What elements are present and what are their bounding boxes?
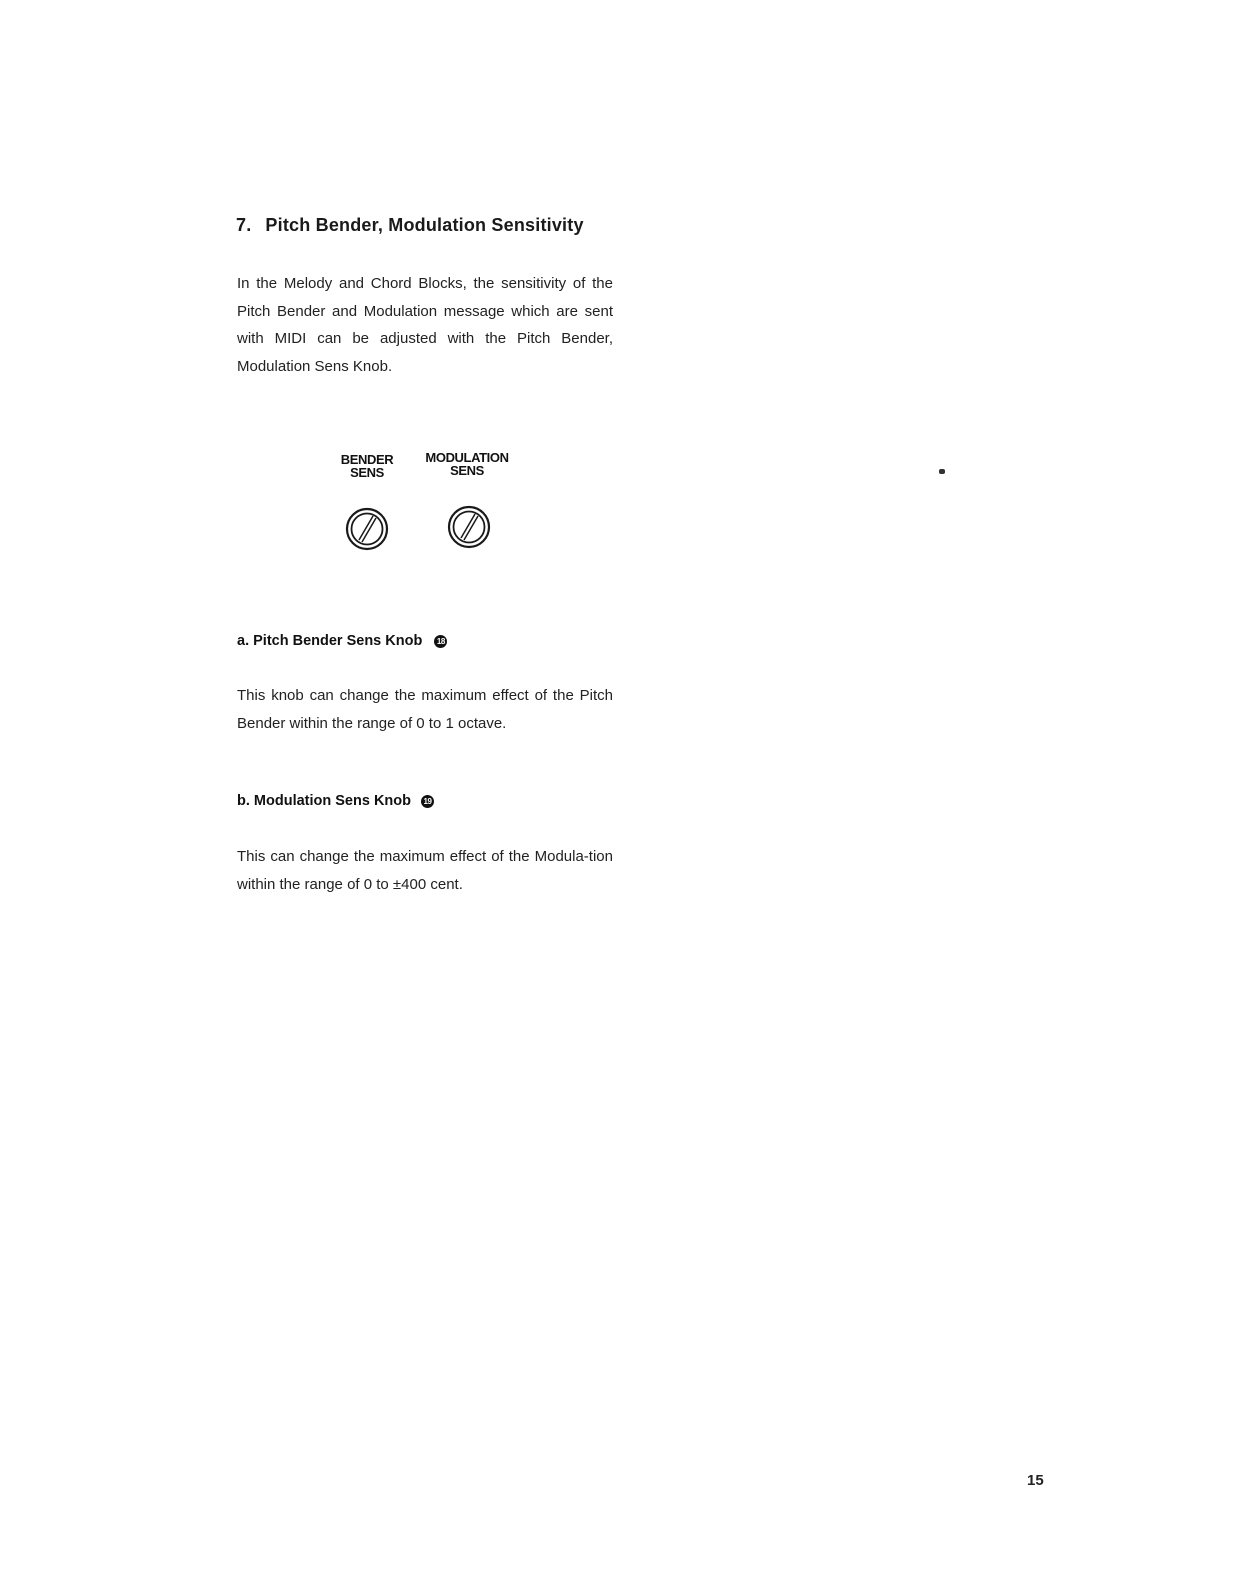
bender-sens-knob-icon xyxy=(345,507,389,551)
subsection-b-heading xyxy=(237,793,434,809)
subsection-a-heading xyxy=(237,633,447,649)
subsection-b-text: This can change the maximum effect of the Modula-tion within the range of 0 to ±400 cent. xyxy=(237,848,613,893)
page-number: 15 xyxy=(1027,1472,1044,1489)
section-number: 7. xyxy=(236,215,252,235)
subsection-b-title: b. Modulation Sens Knob xyxy=(237,793,411,809)
subsection-b-badge: 19 xyxy=(421,795,434,808)
section-heading xyxy=(236,215,584,236)
subsection-a-text: This knob can change the maximum effect of the Pitch Bender within the range of 0 to 1 octave. xyxy=(237,687,613,732)
modulation-sens-knob-icon xyxy=(447,505,491,549)
section-title: Pitch Bender, Modulation Sensitivity xyxy=(265,215,584,235)
modulation-sens-label-line1: MODULATION xyxy=(425,450,509,465)
subsection-a-title: a. Pitch Bender Sens Knob xyxy=(237,633,423,649)
modulation-sens-label xyxy=(412,451,522,477)
scan-speck xyxy=(939,469,945,474)
bender-sens-label xyxy=(330,453,404,479)
intro-paragraph: In the Melody and Chord Blocks, the sensitivity of the Pitch Bender and Modulation message which are sent with MIDI can be adjusted with the Pitch Bender, Modulation Sens Knob. xyxy=(237,275,613,375)
subsection-a-badge: 18 xyxy=(434,635,447,648)
bender-sens-label-line2: SENS xyxy=(350,465,384,480)
bender-sens-label-line1: BENDER xyxy=(340,452,394,467)
modulation-sens-label-line2: SENS xyxy=(450,463,484,478)
